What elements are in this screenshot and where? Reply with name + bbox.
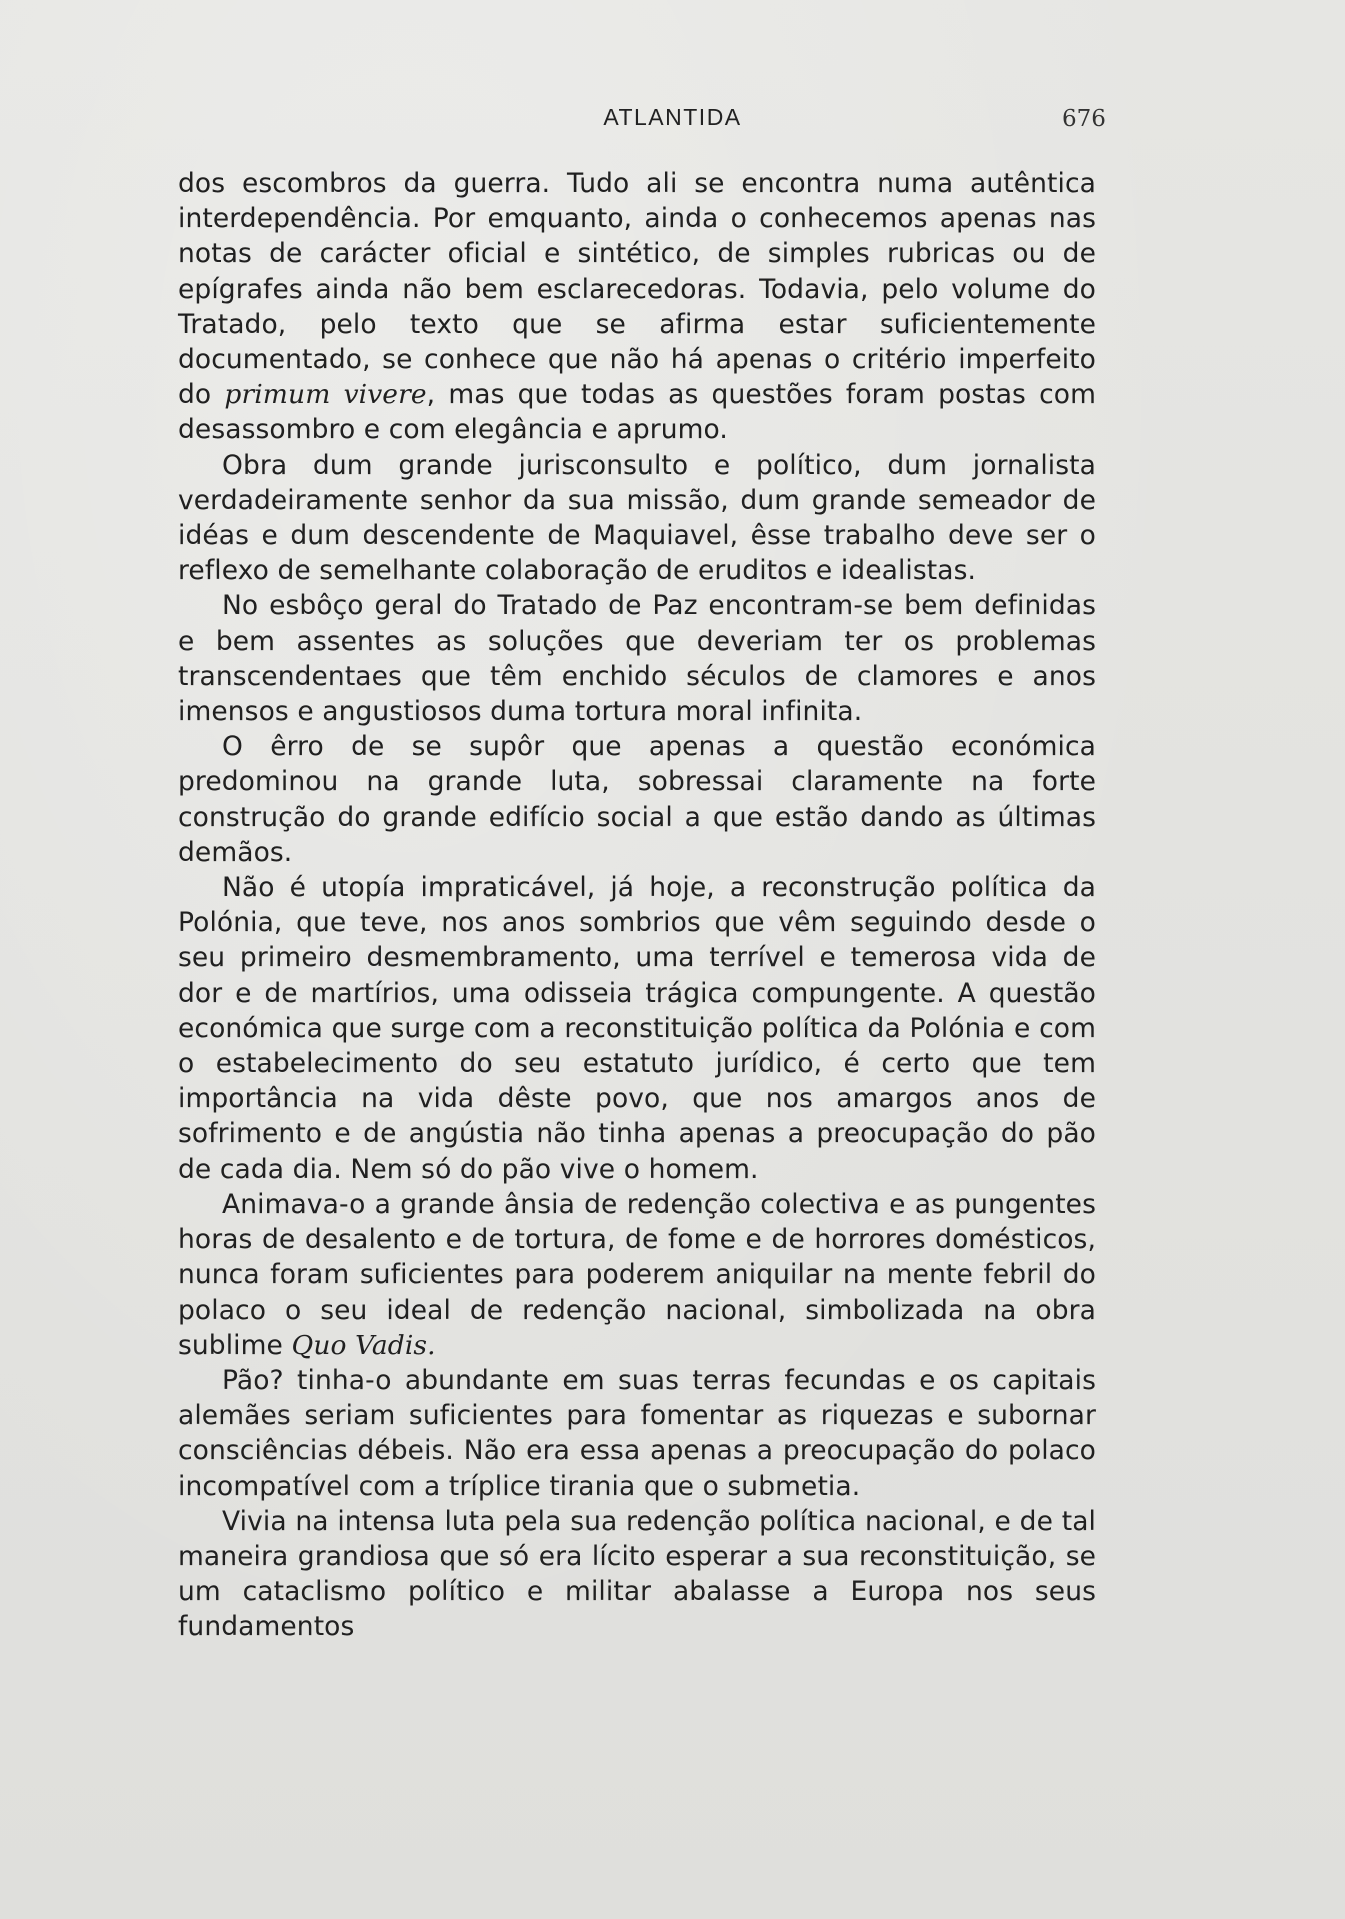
italic-phrase: primum vivere — [224, 379, 427, 411]
paragraph-1 — [178, 166, 1096, 448]
paragraph-4: O êrro de se supôr que apenas a questão económica predominou na grande luta, sobressai claramente na forte construção do grande edifício social a que estão dando as últimas demãos. — [178, 731, 1096, 868]
paragraph-text: Animava-o a grande ânsia de redenção colectiva e as pungentes horas de desalento e de tortura, de fome e de horrores domésticos, nunca foram suficientes para poderem aniquilar na mente febril do polaco o seu ideal de redenção nacional, simbolizada na obra sublime — [178, 1188, 1096, 1361]
page-header — [0, 104, 1345, 140]
paragraph-2: Obra dum grande jurisconsulto e político, dum jornalista verdadeiramente senhor da sua missão, dum grande semeador de idéas e dum descendente de Maquiavel, êsse trabalho deve ser o reflexo de semelhante colaboração de eruditos e idealistas. — [178, 449, 1096, 587]
body-text — [178, 166, 1096, 1645]
paragraph-7: Pão? tinha-o abundante em suas terras fecundas e os capitais alemães seriam suficientes para fomentar as riquezas e subornar consciências débeis. Não era essa apenas a preocupação do polaco incompatível com a tríplice tirania que o submetia. — [178, 1364, 1096, 1502]
paragraph-text: , mas que todas as questões foram postas com desassombro e com elegância e aprumo. — [178, 379, 1097, 446]
running-title: ATLANTIDA — [603, 104, 742, 130]
page-number: 676 — [1062, 106, 1106, 132]
paragraph-6 — [178, 1187, 1096, 1363]
paragraph-3: No esbôço geral do Tratado de Paz encontram-se bem definidas e bem assentes as soluções que deveriam ter os problemas transcendentaes que têm enchido séculos de clamores e anos imensos e angustiosos duma tortura moral infinita. — [178, 590, 1096, 728]
paragraph-text: dos escombros da guerra. Tudo ali se encontra numa autêntica interdependência. Por emquanto, ainda o conhecemos apenas nas notas de carácter oficial e sintético, de simples rubricas ou de epígrafes ainda não bem esclarecedoras. Todavia, pelo volume do Tratado, pelo texto que se afirma estar suficientemente documentado, se conhece que não há apenas o critério imperfeito do — [178, 168, 1096, 411]
paragraph-8: Vivia na intensa luta pela sua redenção política nacional, e de tal maneira grandiosa que só era lícito esperar a sua reconstituição, se um cataclismo político e militar abalasse a Europa nos seus fundamentos — [178, 1505, 1096, 1643]
italic-phrase: Quo Vadis. — [291, 1329, 436, 1361]
paragraph-5: Não é utopía impraticável, já hoje, a reconstrução política da Polónia, que teve, nos anos sombrios que vêm seguindo desde o seu primeiro desmembramento, uma terrível e temerosa vida de dor e de martírios, uma odisseia trágica compungente. A questão económica que surge com a reconstituição política da Polónia e com o estabelecimento do seu estatuto jurídico, é certo que tem importância na vida dêste povo, que nos amargos anos de sofrimento e de angústia não tinha apenas a preocupação do pão de cada dia. Nem só do pão vive o homem. — [178, 872, 1096, 1185]
